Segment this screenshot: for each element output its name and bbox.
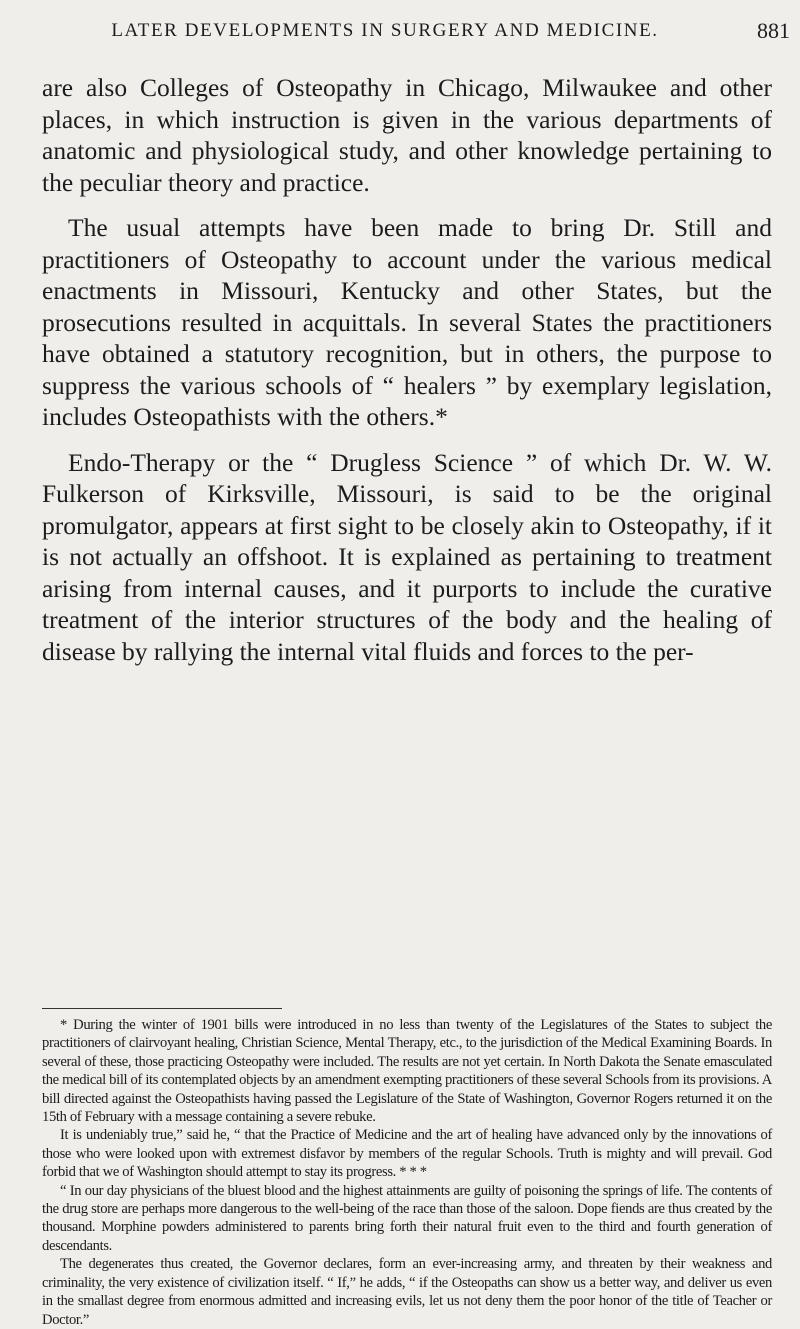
- footnote-paragraph: The degenerates thus created, the Governor declares, form an ever-increasing army, and threaten by their weakness and criminality, the very existence of civilization itself. “ If,” he adds, “ if the Osteopaths can show us a better way, and deliver us even in the smallast degree from enormous admitted and increasing evils, let us not deny them the poor honor of the title of Teacher or Doctor.”: [42, 1256, 772, 1328]
- page-number: 881: [757, 18, 790, 43]
- running-title: LATER DEVELOPMENTS IN SURGERY AND MEDICINE.: [111, 20, 659, 41]
- body-paragraph: The usual attempts have been made to bring Dr. Still and practitioners of Osteopathy to account under the various medical enactments in Missouri, Kentucky and other States, but the prosecutions resulted in acquittals. In several States the practitioners have obtained a statutory recognition, but in others, the purpose to suppress the various schools of “ healers ” by exemplary legislation, includes Osteopathists with the others.*: [42, 213, 772, 431]
- footnote-paragraph: “ In our day physicians of the bluest blood and the highest attainments are guilty of poisoning the springs of life. The contents of the drug store are perhaps more dangerous to the well-being of the race than those of the saloon. Dope fiends are thus created by the thousand. Morphine powders administered to parents bring forth their natural fruit even to the third and fourth generation of descendants.: [42, 1182, 772, 1254]
- body-paragraph: are also Colleges of Osteopathy in Chicago, Milwaukee and other places, in which instruction is given in the various departments of anatomic and physiological study, and other knowledge pertaining to the peculiar theory and practice.: [42, 73, 772, 197]
- footnote-paragraph: It is undeniably true,” said he, “ that the Practice of Medicine and the art of healing have advanced only by the innovations of those who were looked upon with extremest disfavor by members of the regular Schools. Truth is mighty and will prevail. God forbid that we of Washington should attempt to stay its progress. * * *: [42, 1127, 772, 1181]
- body-text: [42, 72, 772, 667]
- body-paragraph: Endo-Therapy or the “ Drugless Science ” of which Dr. W. W. Fulkerson of Kirksville, Missouri, is said to be the original promulgator, appears at first sight to be closely akin to Osteopathy, if it is not actually an offshoot. It is explained as pertaining to treatment arising from internal causes, and it purports to include the curative treatment of the interior structures of the body and the healing of disease by rallying the internal vital fluids and forces to the per-: [42, 447, 772, 666]
- footnote: [42, 1016, 772, 1329]
- footnote-paragraph: * During the winter of 1901 bills were introduced in no less than twenty of the Legislatures of the States to subject the practitioners of clairvoyant healing, Christian Science, Mental Therapy, etc., to the jurisdiction of the Medical Examining Boards. In several of these, those practicing Osteopathy were included. The results are not yet certain. In North Dakota the Senate emasculated the medical bill of its contemplated objects by an amendment exempting practitioners of these several Schools from its provisions. A bill directed against the Osteopathists having passed the Legislature of the State of Washington, Governor Rogers returned it on the 15th of February with a message containing a severe rebuke.: [42, 1017, 772, 1126]
- running-head: [30, 14, 790, 54]
- footnote-rule: [42, 1008, 282, 1009]
